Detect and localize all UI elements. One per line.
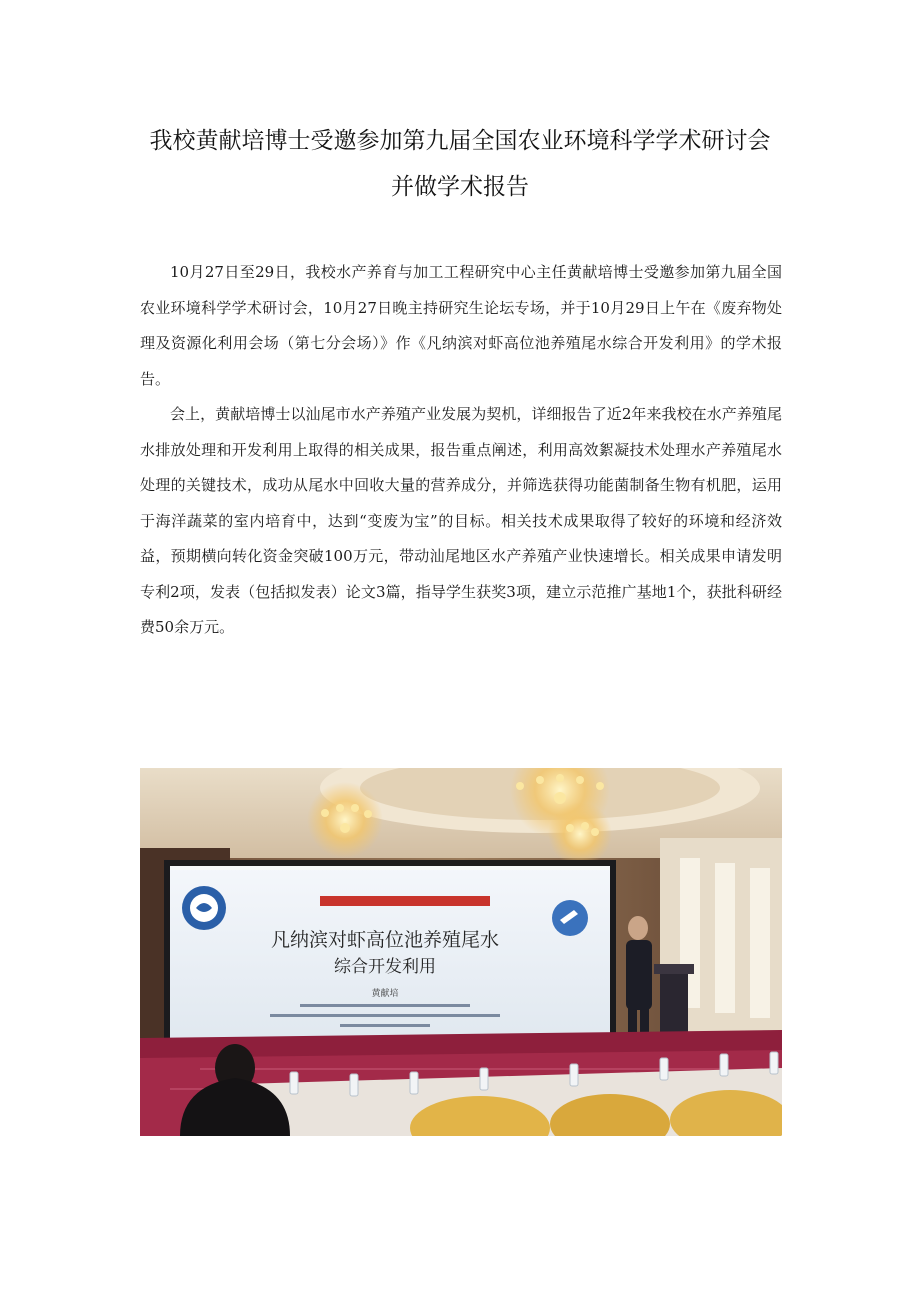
slide-title-line-1: 凡纳滨对虾高位池养殖尾水 — [270, 929, 500, 951]
paragraph-1: 10月27日至29日，我校水产养育与加工工程研究中心主任黄献培博士受邀参加第九届全国农业环境科学学术研讨会，10月27日晚主持研究生论坛专场，并于10月29日上午在《废弃物处理及资源化利用会场（第七分会场）》作《凡纳滨对虾高位池养殖尾水综合开发利用》的学术报告。 — [140, 263, 782, 388]
conference-photo — [140, 768, 782, 1136]
article-title-line-1: 我校黄献培博士受邀参加第九届全国农业环境科学学术研讨会 — [149, 128, 771, 154]
paragraph-2: 会上，黄献培博士以汕尾市水产养殖产业发展为契机，详细报告了近2年来我校在水产养殖尾水排放处理和开发利用上取得的相关成果，报告重点阐述，利用高效絮凝技术处理水产养殖尾水处理的关键技术，成功从尾水中回收大量的营养成分，并筛选获得功能菌制备生物有机肥，运用于海洋蔬菜的室内培育中，达到“变废为宝”的目标。相关技术成果取得了较好的环境和经济效益，预期横向转化资金突破100万元，带动汕尾地区水产养殖产业快速增长。相关成果申请发明专利2项，发表（包括拟发表）论文3篇，指导学生获奖3项，建立示范推广基地1个，获批科研经费50余万元。 — [140, 405, 782, 636]
article-body — [140, 255, 782, 646]
slide-title-line-2: 综合开发利用 — [334, 957, 436, 977]
conference-photo-illustration — [140, 768, 782, 1136]
article-title — [100, 118, 820, 210]
article-title-line-2: 并做学术报告 — [391, 174, 529, 200]
slide-presenter: 黄献培 — [371, 989, 399, 999]
